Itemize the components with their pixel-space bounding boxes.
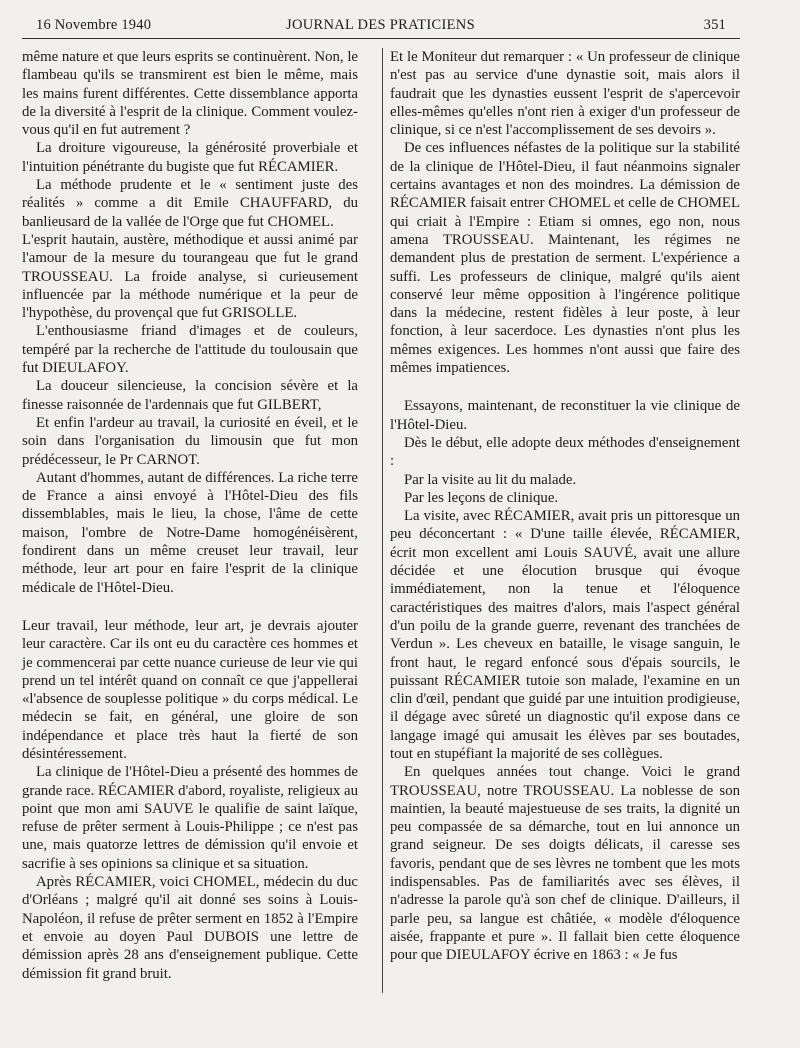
paragraph: même nature et que leurs esprits se continuèrent. Non, le flambeau qu'ils se transmirent est bien le même, mais les mains furent différentes. Cette dissemblance apporta de la diversité à l'esprit de la clinique. Comment voulez-vous qu'il en fut autrement ? — [22, 49, 358, 139]
paragraph: La méthode prudente et le « sentiment juste des réalités » comme a dit Emile CHAUFFARD, du banlieusard de la vallée de l'Orge que fut CHOMEL. — [22, 177, 358, 230]
page-number: 351 — [703, 17, 726, 33]
column-divider — [382, 48, 383, 993]
paragraph: Après RÉCAMIER, voici CHOMEL, médecin du duc d'Orléans ; malgré qu'il ait donné ses soins à Louis-Napoléon, il refuse de prêter serment en 1852 à l'Empire et envoie au doyen Paul DUBOIS une lettre de démission après 28 ans d'enseignement publique. Cette démission fit grand bruit. — [22, 874, 358, 982]
paragraph: La clinique de l'Hôtel-Dieu a présenté des hommes de grande race. RÉCAMIER d'abord, royaliste, religieux au point que mon ami SAUVE le qualifie de saint laïque, refuse de prêter serment à Louis-Philippe ; ce n'est pas une, mais quatorze lettres de démission qu'il envoie et sacrifie à ses opinions sa clinique et sa situation. — [22, 764, 358, 872]
paragraph: De ces influences néfastes de la politique sur la stabilité de la clinique de l'Hôtel-Dieu, il faut néanmoins signaler certains avantages et non des moindres. La démission de RÉCAMIER faisait entrer CHOMEL et celle de CHOMEL qui criait à l'Empire : Etiam si omnes, ego non, nous amena TROUSSEAU. Maintenant, les régimes ne demandent plus de prestation de serment. L'expérience a suffi. Les professeurs de clinique, malgré qu'ils aient conservé leur même opposition à l'ingérence politique dans la médecine, restent fidèles à leur poste, à leur fonction, à leur sacerdoce. Les dynasties n'ont plus les mêmes exigences. Les hommes n'ont aussi que faire des mêmes impatiences. — [390, 140, 740, 377]
paragraph: L'esprit hautain, austère, méthodique et aussi animé par l'amour de la mesure du tourangeau que fut le grand TROUSSEAU. La froide analyse, si curieusement influencée par la méthode numérique et la peur de l'hypothèse, du provençal que fut GRISOLLE. — [22, 231, 358, 322]
paragraph: Autant d'hommes, autant de différences. La riche terre de France a ainsi envoyé à l'Hôtel-Dieu des fils dissemblables, mais le lieu, la chose, l'âme de cette maison, l'ombre de Notre-Dame homogénéisèrent, fondirent dans un même creuset leur travail, leur méthode, leur art pour en faire l'esprit de la clinique médicale de l'Hôtel-Dieu. — [22, 469, 358, 596]
left-column — [22, 48, 358, 983]
paragraph: La douceur silencieuse, la concision sévère et la finesse raisonnée de l'ardennais que fut GILBERT, — [22, 378, 358, 413]
issue-date: 16 Novembre 1940 — [36, 17, 152, 33]
paragraph: Dès le début, elle adopte deux méthodes d'enseignement : — [390, 434, 740, 470]
journal-title: JOURNAL DES PRATICIENS — [286, 17, 475, 33]
paragraph: Par les leçons de clinique. — [404, 489, 559, 506]
right-column — [390, 48, 740, 965]
paragraph: En quelques années tout change. Voici le grand TROUSSEAU, notre TROUSSEAU. La noblesse de son maintien, la beauté majestueuse de ses traits, la dignité un peu compassée de sa démarche, tout en lui annonce un grand seigneur. De ses doigts délicats, il caresse ses favoris, pendant que de ses lèvres ne tombent que les mots indispensables. Pas de familiarités avec ses élèves, il n'adresse la parole qu'à son chef de clinique. D'ailleurs, il parle peu, sa langue est châtiée, « modèle d'éloquence aisée, frappante et pure ». Il fallait bien cette éloquence pour que DIEULAFOY écrive en 1863 : « Je fus — [390, 764, 740, 964]
paragraph: Et le Moniteur dut remarquer : « Un professeur de clinique n'est pas au service d'une dynastie soit, mais alors il faudrait que les dynasties eussent l'esprit de s'apercevoir elles-mêmes qu'elles n'ont rien à exiger d'un professeur de clinique, si ce n'est l'accomplissement de ses devoirs ». — [390, 49, 740, 139]
paragraph: Leur travail, leur méthode, leur art, je devrais ajouter leur caractère. Car ils ont eu du caractère ces hommes et je commencerai par cette nuance curieuse de leur vie qui prend un tel intérêt quand on connaît ce que j'appellerai «l'absence de souplesse politique » du corps médical. Le médecin se fait, en général, une gloire de son indépendance et place très haut la fierté de son désintéressement. — [22, 617, 358, 762]
paragraph: Et enfin l'ardeur au travail, la curiosité en éveil, et le soin dans l'organisation du limousin que fut mon prédécesseur, le Pr CARNOT. — [22, 414, 358, 468]
paragraph: Par la visite au lit du malade. — [404, 471, 577, 488]
paragraph: La droiture vigoureuse, la générosité proverbiale et l'intuition pénétrante du bugiste que fut RÉCAMIER. — [22, 140, 358, 175]
running-header — [36, 17, 726, 39]
header-rule — [22, 38, 740, 39]
paragraph: La visite, avec RÉCAMIER, avait pris un pittoresque un peu déconcertant : « D'une taille élevée, RÉCAMIER, écrit mon excellent ami Louis SAUVÉ, avait une allure décidée et une élocution brusque qui évoque immédiatement, non la tenue et l'éloquence caractéristiques des maitres d'alors, mais l'aspect général d'un poilu de la grande guerre, revenant des tranchées de Verdun ». Les cheveux en bataille, le visage sanguin, le front haut, le regard enfoncé sous d'épais sourcils, le puissant RÉCAMIER tutoie son malade, l'examine en un clin d'œil, pendant que guidé par une intuition prodigieuse, il dégage avec sûreté un diagnostic qu'il expose dans ce langage imagé qui amusait les élèves par ses boutades, tout en stupéfiant la majorité de ses collègues. — [390, 508, 740, 762]
paragraph: Essayons, maintenant, de reconstituer la vie clinique de l'Hôtel-Dieu. — [390, 398, 740, 433]
paragraph: L'enthousiasme friand d'images et de couleurs, tempéré par la recherche de l'attitude du toulousain que fut DIEULAFOY. — [22, 323, 358, 377]
